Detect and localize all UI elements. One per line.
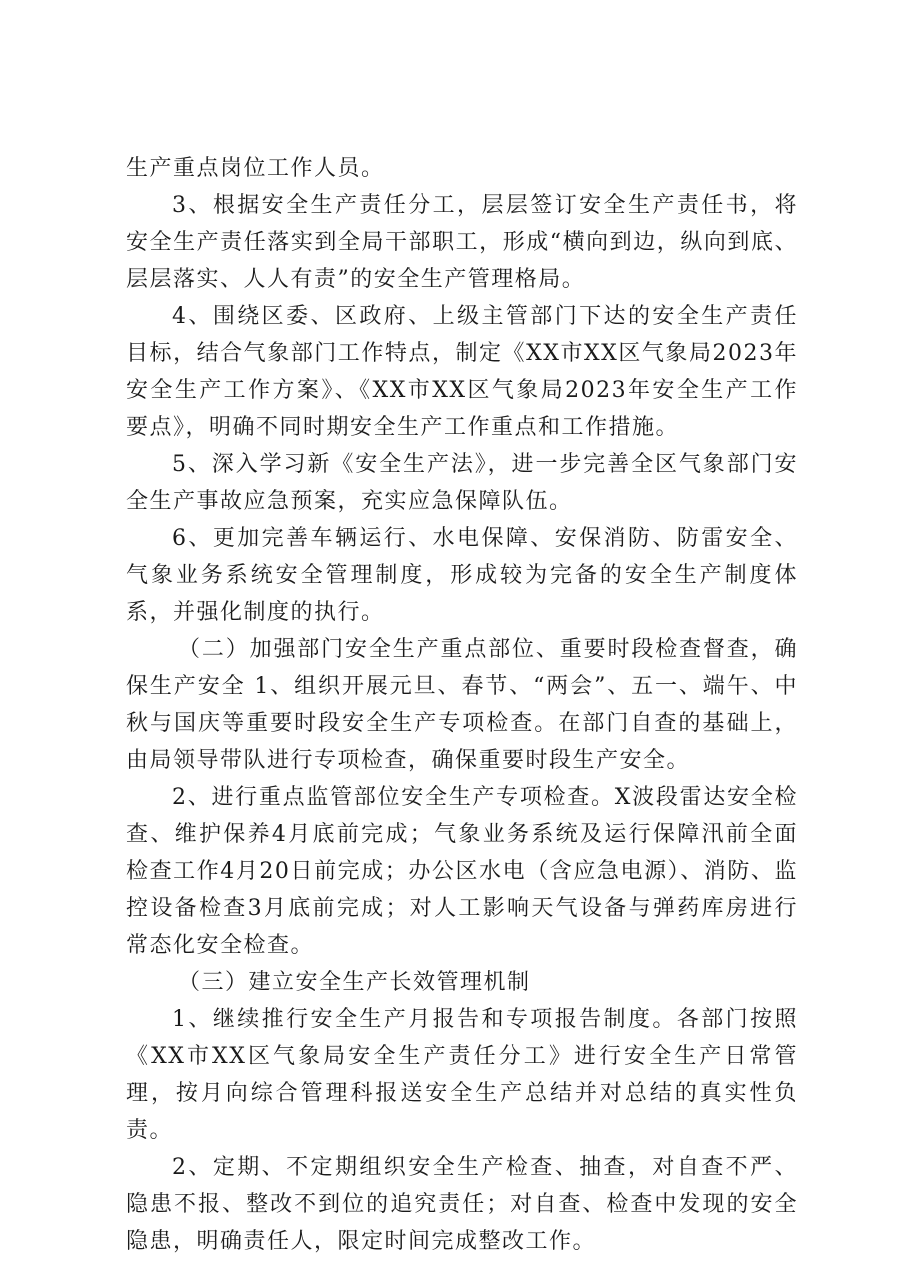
paragraph-item-3: 3、根据安全生产责任分工，层层签订安全生产责任书，将安全生产责任落实到全局干部职工，形成“横向到边，纵向到底、层层落实、人人有责”的安全生产管理格局。 — [126, 193, 798, 292]
document-body — [126, 150, 798, 1260]
paragraph-item-2-checks: 2、定期、不定期组织安全生产检查、抽查，对自查不严、隐患不报、整改不到位的追究责任；对自查、检查中发现的安全隐患，明确责任人，限定时间完成整改工作。 — [126, 1155, 798, 1254]
paragraph-item-1-reporting: 1、继续推行安全生产月报告和专项报告制度。各部门按照《XX市XX区气象局安全生产责任分工》进行安全生产日常管理，按月向综合管理科报送安全生产总结并对总结的真实性负责。 — [126, 1007, 798, 1143]
paragraph-continuation: 生产重点岗位工作人员。 — [126, 156, 385, 181]
paragraph-item-5: 5、深入学习新《安全生产法》，进一步完善全区气象部门安全生产事故应急预案，充实应急保障队伍。 — [126, 452, 798, 514]
paragraph-item-2-inspection: 2、进行重点监管部位安全生产专项检查。X波段雷达安全检查、维护保养4月底前完成；气象业务系统及运行保障汛前全面检查工作4月20日前完成；办公区水电（含应急电源）、消防、监控设备检查3月底前完成；对人工影响天气设备与弹药库房进行常态化安全检查。 — [126, 785, 798, 958]
paragraph-item-6: 6、更加完善车辆运行、水电保障、安保消防、防雷安全、气象业务系统安全管理制度，形成较为完备的安全生产制度体系，并强化制度的执行。 — [126, 526, 798, 625]
section-heading-3: （三）建立安全生产长效管理机制 — [178, 970, 531, 995]
paragraph-item-4: 4、围绕区委、区政府、上级主管部门下达的安全生产责任目标，结合气象部门工作特点，制定《XX市XX区气象局2023年安全生产工作方案》、《XX市XX区气象局2023年安全生产工作要点》，明确不同时期安全生产工作重点和工作措施。 — [126, 304, 798, 440]
section-heading-2: （二）加强部门安全生产重点部位、重要时段检查督查，确保生产安全 1、组织开展元旦、春节、“两会”、五一、端午、中秋与国庆等重要时段安全生产专项检查。在部门自查的基础上，由局领导带队进行专项检查，确保重要时段生产安全。 — [126, 637, 798, 773]
